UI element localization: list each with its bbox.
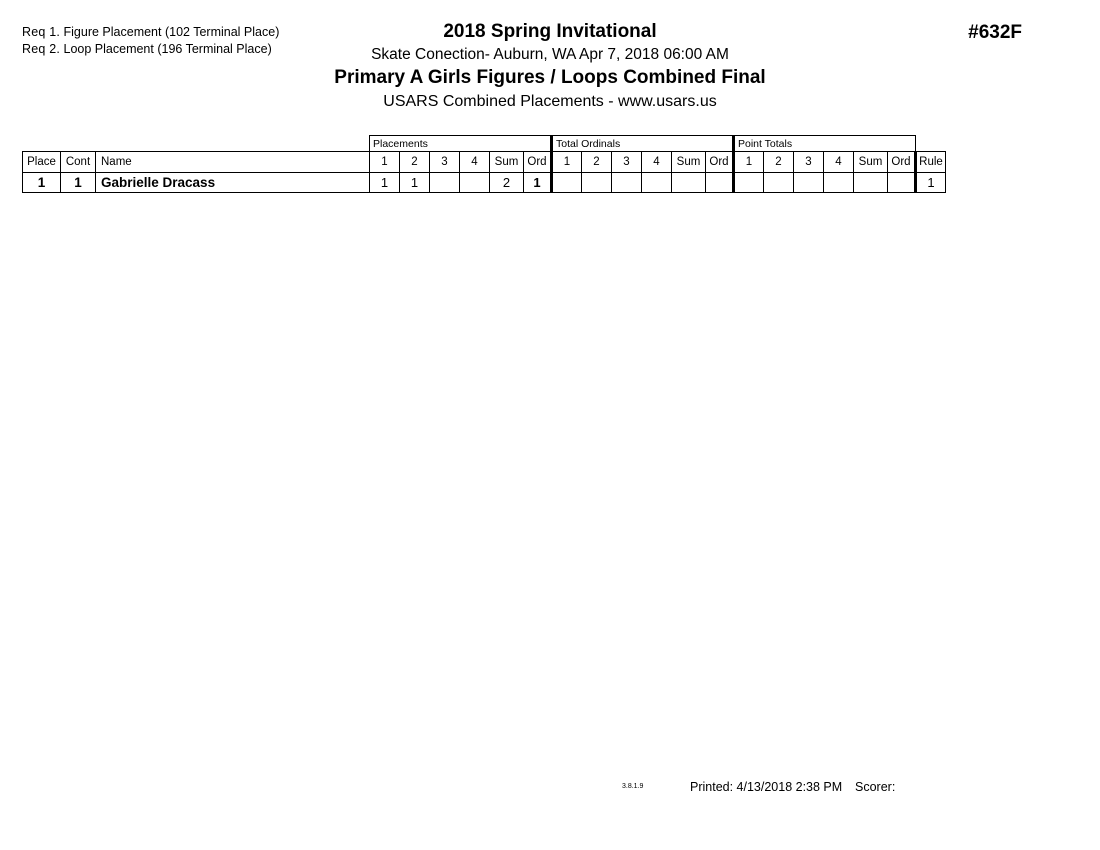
cell-points-ord — [888, 173, 916, 193]
document-number: #632F — [968, 22, 1022, 43]
cell-name: Gabrielle Dracass — [96, 173, 370, 193]
column-header-placements-judge-2: 2 — [400, 152, 430, 173]
column-header-placements-ord: Ord — [524, 152, 552, 173]
requirement-text-2: Loop Placement (196 Terminal Place) — [63, 42, 272, 56]
table-row — [23, 173, 946, 193]
cell-points-judge-3 — [794, 173, 824, 193]
column-header-rule: Rule — [916, 152, 946, 173]
cell-ordinals-judge-3 — [612, 173, 642, 193]
column-header-placements-judge-1: 1 — [370, 152, 400, 173]
results-table — [22, 135, 946, 193]
event-title: Primary A Girls Figures / Loops Combined Final — [334, 67, 766, 88]
cell-placements-judge-1: 1 — [370, 173, 400, 193]
column-header-ordinals-judge-2: 2 — [582, 152, 612, 173]
cell-points-sum — [854, 173, 888, 193]
cell-points-judge-1 — [734, 173, 764, 193]
cell-points-judge-4 — [824, 173, 854, 193]
requirement-label-1: Req 1. — [22, 25, 61, 39]
column-header-name: Name — [96, 152, 370, 173]
cell-cont: 1 — [61, 173, 96, 193]
column-header-points-sum: Sum — [854, 152, 888, 173]
column-header-points-judge-1: 1 — [734, 152, 764, 173]
cell-placements-judge-2: 1 — [400, 173, 430, 193]
requirement-text-1: Figure Placement (102 Terminal Place) — [63, 25, 280, 39]
column-header-ordinals-judge-1: 1 — [552, 152, 582, 173]
column-header-cont: Cont — [61, 152, 96, 173]
column-header-placements-judge-3: 3 — [430, 152, 460, 173]
column-header-ordinals-judge-3: 3 — [612, 152, 642, 173]
group-spacer-right — [916, 136, 946, 152]
column-header-ordinals-ord: Ord — [706, 152, 734, 173]
column-header-place: Place — [23, 152, 61, 173]
scorer-label: Scorer: — [855, 780, 896, 794]
group-spacer-left-3 — [96, 136, 370, 152]
group-header-placements: Placements — [370, 136, 552, 152]
cell-ordinals-judge-2 — [582, 173, 612, 193]
version-label: 3.8.1.9 — [622, 783, 644, 790]
column-header-points-judge-4: 4 — [824, 152, 854, 173]
group-header-total-ordinals: Total Ordinals — [552, 136, 734, 152]
cell-rule: 1 — [916, 173, 946, 193]
competition-title: 2018 Spring Invitational — [443, 21, 657, 42]
cell-points-judge-2 — [764, 173, 794, 193]
cell-ordinals-judge-1 — [552, 173, 582, 193]
cell-ordinals-judge-4 — [642, 173, 672, 193]
cell-ordinals-sum — [672, 173, 706, 193]
title-block — [0, 20, 1100, 113]
column-header-ordinals-sum: Sum — [672, 152, 706, 173]
cell-placements-judge-4 — [460, 173, 490, 193]
requirement-label-2: Req 2. — [22, 42, 61, 56]
cell-ordinals-ord — [706, 173, 734, 193]
column-header-ordinals-judge-4: 4 — [642, 152, 672, 173]
group-spacer-left — [23, 136, 61, 152]
printed-timestamp: Printed: 4/13/2018 2:38 PM — [690, 780, 843, 794]
table-group-header-row — [23, 136, 946, 152]
group-spacer-left-2 — [61, 136, 96, 152]
column-header-points-judge-2: 2 — [764, 152, 794, 173]
column-header-points-ord: Ord — [888, 152, 916, 173]
cell-placements-ord: 1 — [524, 173, 552, 193]
cell-placements-judge-3 — [430, 173, 460, 193]
column-header-points-judge-3: 3 — [794, 152, 824, 173]
column-header-placements-sum: Sum — [490, 152, 524, 173]
column-header-placements-judge-4: 4 — [460, 152, 490, 173]
organization-line: USARS Combined Placements - www.usars.us — [383, 93, 717, 110]
group-header-point-totals: Point Totals — [734, 136, 916, 152]
cell-placements-sum: 2 — [490, 173, 524, 193]
venue-line: Skate Conection- Auburn, WA Apr 7, 2018 06:00 AM — [371, 46, 729, 63]
cell-place: 1 — [23, 173, 61, 193]
table-column-header-row — [23, 152, 946, 173]
